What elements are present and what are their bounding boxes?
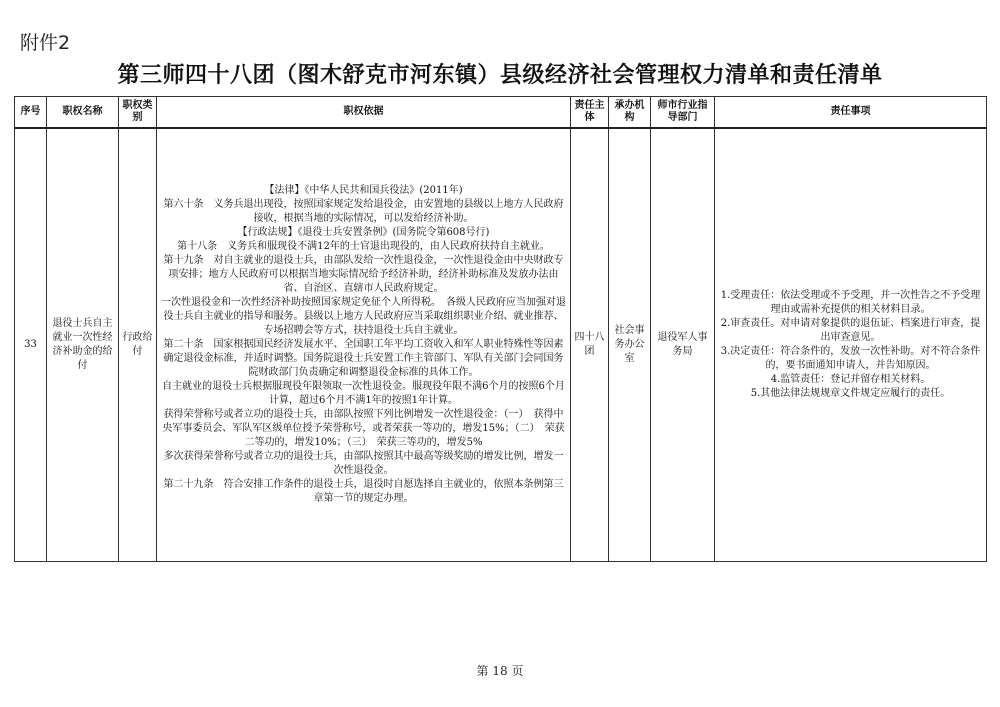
page-number: 第 18 页 bbox=[476, 664, 524, 678]
attachment-label: 附件2 bbox=[20, 32, 71, 54]
header-basis: 职权依据 bbox=[157, 97, 571, 129]
header-name: 职权名称 bbox=[47, 97, 119, 129]
responsibility-item: 1.受理责任：依法受理或不予受理，并一次性告之不予受理理由或需补充提供的相关材料目录。 bbox=[720, 290, 981, 315]
cell-name: 退役士兵自主就业一次性经济补助金的给付 bbox=[47, 128, 119, 562]
header-responsibilities: 责任事项 bbox=[715, 97, 987, 129]
table-row bbox=[15, 128, 987, 562]
cell-responsibilities bbox=[715, 128, 987, 562]
table-header-row bbox=[15, 97, 987, 129]
responsibility-item: 4.监管责任：登记并留存相关材料。 bbox=[770, 374, 931, 385]
basis-line: 【行政法规】《退役士兵安置条例》(国务院令第608号行) bbox=[237, 227, 490, 238]
responsibility-item: 5.其他法律法规规章文件规定应履行的责任。 bbox=[750, 388, 951, 399]
cell-guide-dept: 退役军人事务局 bbox=[651, 128, 715, 562]
cell-category: 行政给付 bbox=[119, 128, 157, 562]
power-list-table bbox=[14, 96, 987, 562]
basis-line: 第二十条 国家根据国民经济发展水平、全国职工年平均工资收入和军人职业特殊性等因素确定退役金标准，并适时调整。国务院退役士兵安置工作主管部门、军队有关部门会同国务院财政部门负责确定和调整退役金标准的具体工作。 bbox=[163, 339, 564, 378]
header-category: 职权类别 bbox=[119, 97, 157, 129]
header-subject: 责任主体 bbox=[571, 97, 609, 129]
header-agency: 承办机构 bbox=[609, 97, 651, 129]
basis-line: 第六十条 义务兵退出现役，按照国家规定发给退役金，由安置地的县级以上地方人民政府接收，根据当地的实际情况，可以发给经济补助。 bbox=[163, 199, 564, 224]
cell-agency: 社会事务办公室 bbox=[609, 128, 651, 562]
basis-line: 【法律】《中华人民共和国兵役法》(2011年) bbox=[264, 185, 463, 196]
basis-line: 自主就业的退役士兵根据服现役年限领取一次性退役金。服现役年限不满6个月的按照6个月计算，超过6个月不满1年的按照1年计算。 bbox=[162, 381, 565, 406]
basis-line: 多次获得荣誉称号或者立功的退役士兵，由部队按照其中最高等级奖励的增发比例，增发一次性退役金。 bbox=[163, 451, 564, 476]
responsibility-item: 2.审查责任。对申请对象提供的退伍证、档案进行审查，提出审查意见。 bbox=[720, 318, 981, 343]
responsibility-item: 3.决定责任：符合条件的，发放一次性补助。对不符合条件的，要书面通知申请人，并告知原因。 bbox=[720, 346, 981, 371]
basis-line: 第十八条 义务兵和服现役不满12年的士官退出现役的，由人民政府扶持自主就业。 bbox=[177, 241, 550, 252]
cell-seq: 33 bbox=[15, 128, 47, 562]
page-title: 第三师四十八团（图木舒克市河东镇）县级经济社会管理权力清单和责任清单 bbox=[117, 63, 883, 88]
cell-subject: 四十八团 bbox=[571, 128, 609, 562]
header-seq: 序号 bbox=[15, 97, 47, 129]
basis-line: 获得荣誉称号或者立功的退役士兵，由部队按照下列比例增发一次性退役金：（一） 获得中央军事委员会、军队军区级单位授予荣誉称号，或者荣获一等功的，增发15%；（二） 荣获二等功的，增发10%；（三） 荣获三等功的，增发5% bbox=[162, 409, 565, 448]
basis-line: 第十九条 对自主就业的退役士兵，由部队发给一次性退役金，一次性退役金由中央财政专项安排；地方人民政府可以根据当地实际情况给予经济补助，经济补助标准及发放办法由省、自治区、直辖市人民政府规定。 bbox=[163, 255, 564, 294]
cell-basis bbox=[157, 128, 571, 562]
basis-line: 一次性退役金和一次性经济补助按照国家规定免征个人所得税。 各级人民政府应当加强对退役士兵自主就业的指导和服务。县级以上地方人民政府应当采取组织职业介绍、就业推荐、专场招聘会等方式，扶持退役士兵自主就业。 bbox=[161, 297, 566, 336]
header-guide-dept: 师市行业指导部门 bbox=[651, 97, 715, 129]
basis-line: 第二十九条 符合安排工作条件的退役士兵，退役时自愿选择自主就业的，依照本条例第三章第一节的规定办理。 bbox=[163, 479, 564, 504]
